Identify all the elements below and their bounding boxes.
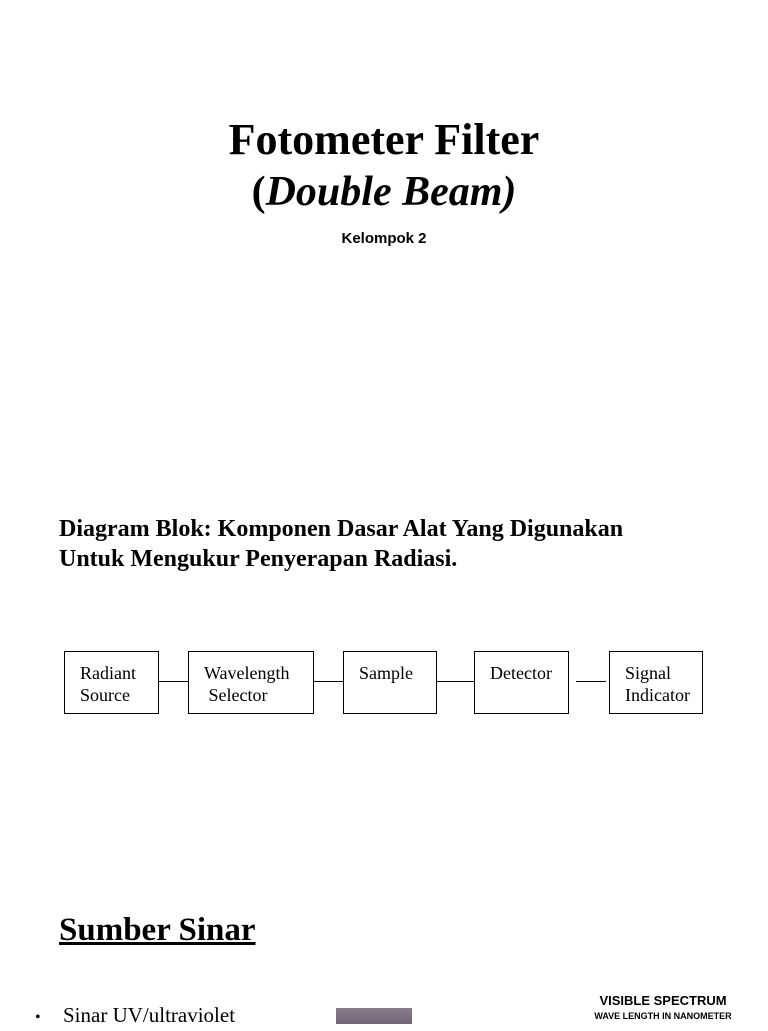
- block-label-line-1: Radiant: [80, 663, 136, 683]
- subtitle-open-paren: (: [251, 169, 266, 215]
- uv-lamp-image: [336, 1008, 412, 1024]
- bullet-item: [35, 1002, 235, 1031]
- subtitle-italic-text: Double Beam): [265, 169, 517, 215]
- block-wavelength-selector: [188, 651, 314, 714]
- spectrum-image-subtitle: WAVE LENGTH IN NANOMETER: [594, 1011, 732, 1021]
- block-detector: [474, 651, 569, 714]
- section-title: Sumber Sinar: [59, 912, 256, 948]
- connector-line: [314, 681, 343, 682]
- block-signal-indicator: [609, 651, 703, 714]
- bullet-text: Sinar UV/ultraviolet: [63, 1003, 236, 1027]
- connector-line: [576, 681, 606, 682]
- heading-line-2: Untuk Mengukur Penyerapan Radiasi.: [59, 546, 458, 572]
- block-label-line-2: Selector: [204, 685, 268, 705]
- block-diagram-heading: [59, 514, 739, 574]
- slide-title: Fotometer Filter: [228, 115, 540, 164]
- bullet-marker: •: [35, 1009, 41, 1026]
- group-label: Kelompok 2: [341, 230, 427, 247]
- heading-line-1: Diagram Blok: Komponen Dasar Alat Yang Digunakan: [59, 516, 624, 542]
- slide-subtitle: [0, 166, 768, 218]
- block-label-line-2: Source: [80, 685, 130, 705]
- block-sample: [343, 651, 437, 714]
- block-label-line-1: Detector: [490, 663, 552, 683]
- connector-line: [437, 681, 474, 682]
- block-label-line-1: Wavelength: [204, 663, 290, 683]
- spectrum-image-title: VISIBLE SPECTRUM: [599, 993, 727, 1008]
- connector-line: [159, 681, 188, 682]
- block-label-line-1: Signal: [625, 663, 672, 683]
- block-label-line-2: Indicator: [625, 685, 690, 705]
- block-label-line-1: Sample: [359, 663, 413, 683]
- block-radiant-source: [64, 651, 159, 714]
